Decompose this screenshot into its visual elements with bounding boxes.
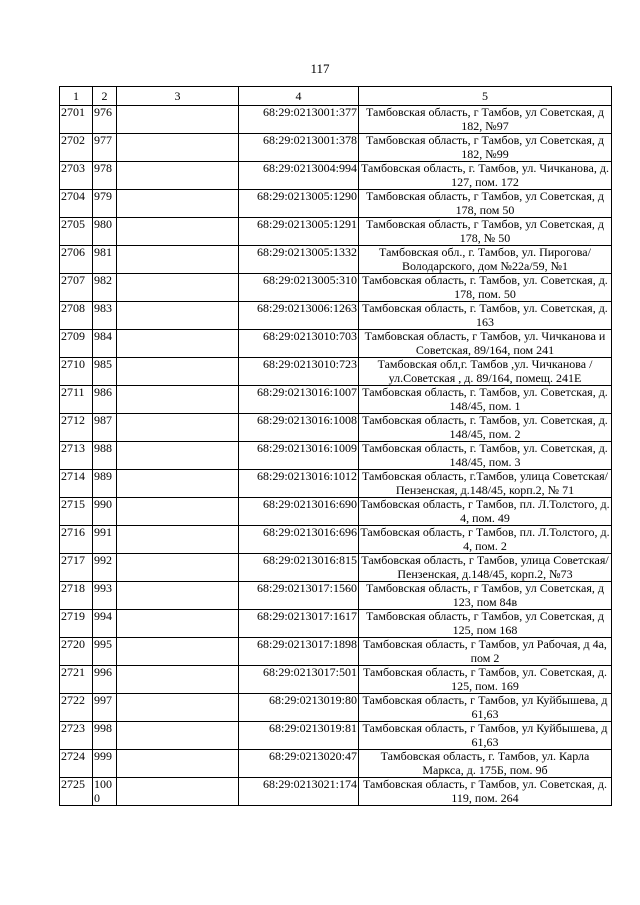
header-cell-1: 1: [60, 87, 93, 106]
table-row: [60, 218, 612, 246]
row-number-cell: 2718: [60, 582, 93, 610]
cadastral-number-cell: 68:29:0213005:1291: [239, 218, 359, 246]
address-cell: Тамбовская область, г. Тамбов, ул. Советская, д. 148/45, пом. 3: [359, 442, 612, 470]
table-row: [60, 666, 612, 694]
cadastral-number-cell: 68:29:0213004:994: [239, 162, 359, 190]
address-cell: Тамбовская область, г Тамбов, пл. Л.Толстого, д. 4, пом. 49: [360, 497, 610, 525]
empty-cell: [117, 638, 239, 666]
empty-cell: [117, 554, 239, 582]
index-cell: 1000: [93, 778, 117, 806]
table-row: [60, 330, 612, 358]
table-row: [60, 610, 612, 638]
address-cell: Тамбовская обл., г. Тамбов, ул. Пирогова/Володарского, дом №22а/59, №1: [359, 246, 612, 274]
empty-cell: [117, 666, 239, 694]
address-cell: Тамбовская область, г Тамбов, ул Куйбышева, д 61,63: [359, 722, 612, 750]
index-cell: 984: [93, 330, 117, 358]
address-cell: Тамбовская область, г Тамбов, ул Советская, д 178, пом 50: [359, 190, 612, 218]
table-row: [60, 190, 612, 218]
empty-cell: [117, 778, 239, 806]
table-row: [60, 162, 612, 190]
table-row: [60, 302, 612, 330]
index-cell: 990: [93, 498, 117, 526]
index-cell: 985: [93, 358, 117, 386]
cadastral-number-cell: 68:29:0213010:703: [239, 330, 359, 358]
registry-table: [59, 86, 612, 806]
index-cell: 997: [93, 694, 117, 722]
empty-cell: [117, 218, 239, 246]
cadastral-number-cell: 68:29:0213020:47: [239, 750, 359, 778]
index-cell: 978: [93, 162, 117, 190]
cadastral-number-cell: 68:29:0213001:378: [239, 134, 359, 162]
cadastral-number-cell: 68:29:0213017:1617: [239, 610, 359, 638]
row-number-cell: 2719: [60, 610, 93, 638]
index-cell: 986: [93, 386, 117, 414]
row-number-cell: 2716: [60, 526, 93, 554]
row-number-cell: 2711: [60, 386, 93, 414]
address-cell: Тамбовская область, г Тамбов, ул. Чичканова и Советская, 89/164, пом 241: [359, 330, 612, 358]
table-row: [60, 386, 612, 414]
table-row: [60, 582, 612, 610]
cadastral-number-cell: 68:29:0213016:1009: [239, 442, 359, 470]
row-number-cell: 2708: [60, 302, 93, 330]
row-number-cell: 2704: [60, 190, 93, 218]
empty-cell: [117, 106, 239, 134]
header-cell-4: 4: [239, 87, 359, 106]
table-row: [60, 134, 612, 162]
row-number-cell: 2710: [60, 358, 93, 386]
index-cell: 983: [93, 302, 117, 330]
index-cell: 991: [93, 526, 117, 554]
row-number-cell: 2713: [60, 442, 93, 470]
cadastral-number-cell: 68:29:0213001:377: [239, 106, 359, 134]
cadastral-number-cell: 68:29:0213005:1290: [239, 190, 359, 218]
row-number-cell: 2725: [60, 778, 93, 806]
index-cell: 993: [93, 582, 117, 610]
address-cell: Тамбовская область, г Тамбов, ул Советская, д 123, пом 84в: [359, 582, 612, 610]
empty-cell: [117, 470, 239, 498]
empty-cell: [117, 442, 239, 470]
address-cell: Тамбовская область, г. Тамбов, ул. Советская, д. 148/45, пом. 1: [359, 386, 612, 414]
table-row: [60, 106, 612, 134]
empty-cell: [117, 190, 239, 218]
empty-cell: [117, 246, 239, 274]
header-cell-5: 5: [359, 87, 612, 106]
cadastral-number-cell: 68:29:0213016:690: [239, 498, 359, 526]
index-cell: 976: [93, 106, 117, 134]
address-cell: Тамбовская область, г. Тамбов, ул. Карла Маркса, д. 175Б, пом. 9б: [359, 750, 612, 778]
row-number-cell: 2720: [60, 638, 93, 666]
row-number-cell: 2715: [60, 498, 93, 526]
empty-cell: [117, 498, 239, 526]
index-cell: 989: [93, 470, 117, 498]
cadastral-number-cell: 68:29:0213016:815: [239, 554, 359, 582]
address-cell: Тамбовская область, г. Тамбов, ул. Чичканова, д. 127, пом. 172: [359, 162, 612, 190]
index-cell: 982: [93, 274, 117, 302]
address-cell: Тамбовская область, г Тамбов, ул. Советская, д. 125, пом. 169: [359, 666, 612, 694]
index-cell: 979: [93, 190, 117, 218]
index-cell: 988: [93, 442, 117, 470]
empty-cell: [117, 722, 239, 750]
header-cell-3: 3: [117, 87, 239, 106]
row-number-cell: 2707: [60, 274, 93, 302]
table-row: [60, 274, 612, 302]
index-cell: 994: [93, 610, 117, 638]
row-number-cell: 2709: [60, 330, 93, 358]
cadastral-number-cell: 68:29:0213016:696: [239, 526, 359, 554]
cadastral-number-cell: 68:29:0213017:1560: [239, 582, 359, 610]
row-number-cell: 2706: [60, 246, 93, 274]
address-cell: Тамбовская область, г Тамбов, ул Куйбышева, д 61,63: [359, 694, 612, 722]
index-cell: 980: [93, 218, 117, 246]
cadastral-number-cell: 68:29:0213005:1332: [239, 246, 359, 274]
index-cell: 995: [93, 638, 117, 666]
cadastral-number-cell: 68:29:0213010:723: [239, 358, 359, 386]
row-number-cell: 2724: [60, 750, 93, 778]
table-header-row: [60, 87, 612, 106]
table-row: [60, 246, 612, 274]
index-cell: 999: [93, 750, 117, 778]
page-number: 117: [310, 61, 330, 76]
address-cell: Тамбовская область, г Тамбов, ул Советская, д 125, пом 168: [359, 610, 612, 638]
empty-cell: [117, 302, 239, 330]
empty-cell: [117, 358, 239, 386]
index-cell: 992: [93, 554, 117, 582]
table-row: [60, 554, 612, 582]
empty-cell: [117, 274, 239, 302]
empty-cell: [117, 330, 239, 358]
header-cell-2: 2: [93, 87, 117, 106]
row-number-cell: 2701: [60, 106, 93, 134]
row-number-cell: 2721: [60, 666, 93, 694]
address-cell: Тамбовская область, г Тамбов, ул Советская, д 178, № 50: [359, 218, 612, 246]
table-row: [60, 778, 612, 806]
table-row: [60, 414, 612, 442]
address-cell: Тамбовская область, г.Тамбов, улица Советская/Пензенская, д.148/45, корп.2, № 71: [359, 470, 612, 498]
row-number-cell: 2714: [60, 470, 93, 498]
empty-cell: [117, 162, 239, 190]
cadastral-number-cell: 68:29:0213019:80: [239, 694, 359, 722]
row-number-cell: 2705: [60, 218, 93, 246]
address-cell: Тамбовская область, г Тамбов, ул. Советская, д. 119, пом. 264: [359, 778, 612, 806]
row-number-cell: 2712: [60, 414, 93, 442]
row-number-cell: 2723: [60, 722, 93, 750]
row-number-cell: 2703: [60, 162, 93, 190]
table-row: [60, 694, 612, 722]
address-cell: Тамбовская область, г. Тамбов, ул. Советская, д. 163: [359, 302, 612, 330]
empty-cell: [117, 526, 239, 554]
index-cell: 996: [93, 666, 117, 694]
index-cell: 977: [93, 134, 117, 162]
cadastral-number-cell: 68:29:0213016:1012: [239, 470, 359, 498]
table-row: [60, 442, 612, 470]
cadastral-number-cell: 68:29:0213019:81: [239, 722, 359, 750]
address-cell: Тамбовская область, г Тамбов, пл. Л.Толстого, д. 4, пом. 2: [360, 525, 610, 553]
index-cell: 987: [93, 414, 117, 442]
table-row: [60, 498, 612, 526]
table-row: [60, 638, 612, 666]
cadastral-number-cell: 68:29:0213017:1898: [239, 638, 359, 666]
cadastral-number-cell: 68:29:0213016:1007: [239, 386, 359, 414]
cadastral-number-cell: 68:29:0213005:310: [239, 274, 359, 302]
table-row: [60, 470, 612, 498]
cadastral-number-cell: 68:29:0213017:501: [239, 666, 359, 694]
address-cell: Тамбовская область, г. Тамбов, ул. Советская, д. 148/45, пом. 2: [359, 414, 612, 442]
empty-cell: [117, 134, 239, 162]
index-cell: 981: [93, 246, 117, 274]
table-row: [60, 358, 612, 386]
empty-cell: [117, 610, 239, 638]
row-number-cell: 2702: [60, 134, 93, 162]
row-number-cell: 2722: [60, 694, 93, 722]
empty-cell: [117, 750, 239, 778]
empty-cell: [117, 582, 239, 610]
empty-cell: [117, 414, 239, 442]
empty-cell: [117, 386, 239, 414]
index-cell: 998: [93, 722, 117, 750]
address-cell: Тамбовская область, г Тамбов, ул Советская, д 182, №97: [359, 106, 612, 134]
cadastral-number-cell: 68:29:0213006:1263: [239, 302, 359, 330]
table-row: [60, 750, 612, 778]
cadastral-number-cell: 68:29:0213016:1008: [239, 414, 359, 442]
address-cell: Тамбовская область, г. Тамбов, ул. Советская, д. 178, пом. 50: [359, 274, 612, 302]
cadastral-number-cell: 68:29:0213021:174: [239, 778, 359, 806]
row-number-cell: 2717: [60, 554, 93, 582]
table-row: [60, 526, 612, 554]
address-cell: Тамбовская обл,г. Тамбов ,ул. Чичканова /ул.Советская , д. 89/164, помещ. 241Е: [359, 358, 612, 386]
address-cell: Тамбовская область, г Тамбов, ул Советская, д 182, №99: [359, 134, 612, 162]
table-row: [60, 722, 612, 750]
empty-cell: [117, 694, 239, 722]
address-cell: Тамбовская область, г Тамбов, улица Советская/Пензенская, д.148/45, корп.2, №73: [359, 554, 612, 582]
address-cell: Тамбовская область, г Тамбов, ул Рабочая, д 4а, пом 2: [359, 638, 612, 666]
